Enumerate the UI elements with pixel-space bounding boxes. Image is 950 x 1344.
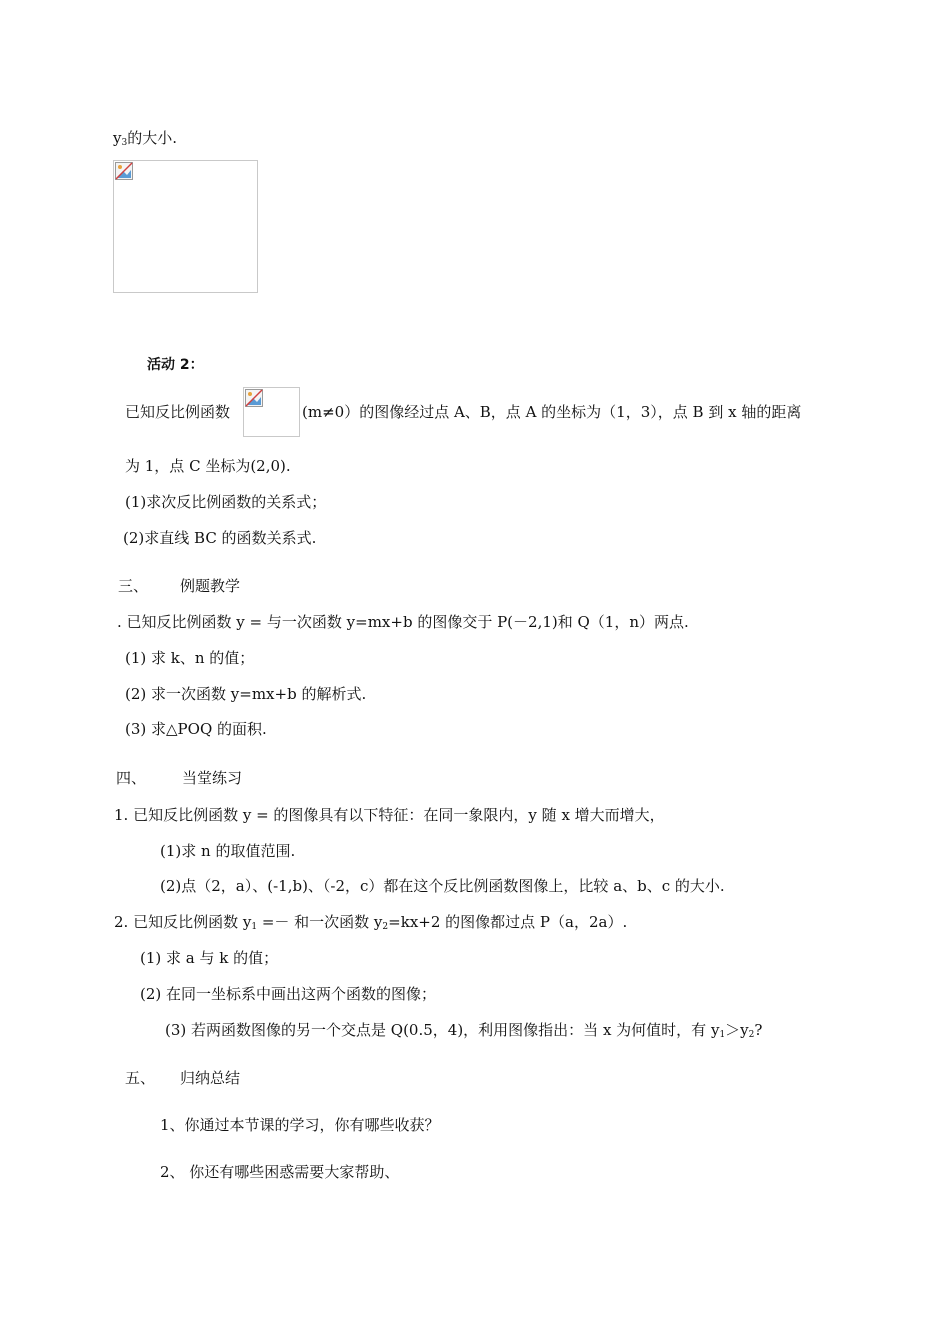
section3-q3: (3) 求△POQ 的面积.: [125, 720, 267, 738]
section5-heading: 归纳总结: [180, 1069, 241, 1087]
activity2-q1: (1)求次反比例函数的关系式；: [125, 493, 327, 511]
section4-p2-q1: (1) 求 a 与 k 的值；: [140, 949, 279, 967]
section5-heading-num: 五、: [125, 1069, 156, 1087]
section4-heading: 当堂练习: [182, 769, 243, 787]
y3-size-text: [113, 128, 177, 153]
section4-p2: [114, 912, 627, 937]
p2-q3-part-c: ?: [754, 1021, 763, 1039]
y3-subscript: 3: [121, 138, 128, 148]
p2-q3-sub2: 2: [748, 1030, 755, 1040]
broken-image-formula: [243, 387, 300, 437]
section3-q2: (2) 求一次函数 y=mx+b 的解析式.: [125, 685, 367, 703]
broken-image-icon: [115, 162, 133, 180]
activity2-title: 活动 2：: [147, 357, 204, 373]
y3-var: y: [113, 129, 122, 147]
section4-p2-q2: (2) 在同一坐标系中画出这两个函数的图像；: [140, 985, 437, 1003]
section3-intro: . 已知反比例函数 y = 与一次函数 y=mx+b 的图像交于 P(－2,1)和 Q（1，n）两点.: [117, 613, 689, 631]
y3-text: 的大小.: [127, 129, 177, 147]
activity2-q2: (2)求直线 BC 的函数关系式.: [123, 529, 317, 547]
p2-sub2: 2: [382, 922, 389, 932]
p2-q3-part-a: (3) 若两函数图像的另一个交点是 Q(0.5，4)，利用图像指出：当 x 为何值时，有 y: [165, 1021, 720, 1039]
activity2-line1b: (m≠0）的图像经过点 A、B，点 A 的坐标为（1，3），点 B 到 x 轴的距离: [302, 403, 802, 421]
section3-heading: 例题教学: [180, 577, 241, 595]
p2-part-a: 2. 已知反比例函数 y: [114, 913, 252, 931]
broken-image-icon: [245, 389, 263, 407]
section4-p1-q2: (2)点（2，a）、(-1,b)、（-2，c）都在这个反比例函数图像上，比较 a、b、c 的大小.: [160, 877, 725, 895]
section3-q1: (1) 求 k、n 的值；: [125, 649, 255, 667]
section4-heading-num: 四、: [116, 769, 147, 787]
section3-heading-num: 三、: [118, 577, 149, 595]
section4-p2-q3: [165, 1020, 762, 1045]
section4-p1: 1. 已知反比例函数 y = 的图像具有以下特征：在同一象限内，y 随 x 增大而增大，: [114, 806, 665, 824]
section5-q2: 2、 你还有哪些困惑需要大家帮助、: [160, 1163, 400, 1181]
p2-part-b: =－ 和一次函数 y: [257, 913, 383, 931]
activity2-line1a: 已知反比例函数: [125, 403, 231, 421]
section4-p1-q1: (1)求 n 的取值范围.: [160, 842, 296, 860]
p2-q3-sub1: 1: [719, 1030, 726, 1040]
activity2-line2: 为 1，点 C 坐标为(2,0).: [125, 457, 291, 475]
section5-q1: 1、你通过本节课的学习，你有哪些收获？: [160, 1116, 440, 1134]
p2-part-c: =kx+2 的图像都过点 P（a，2a）.: [388, 913, 628, 931]
p2-q3-part-b: ＞y: [725, 1021, 749, 1039]
broken-image-figure: [113, 160, 258, 293]
p2-sub1: 1: [251, 922, 258, 932]
